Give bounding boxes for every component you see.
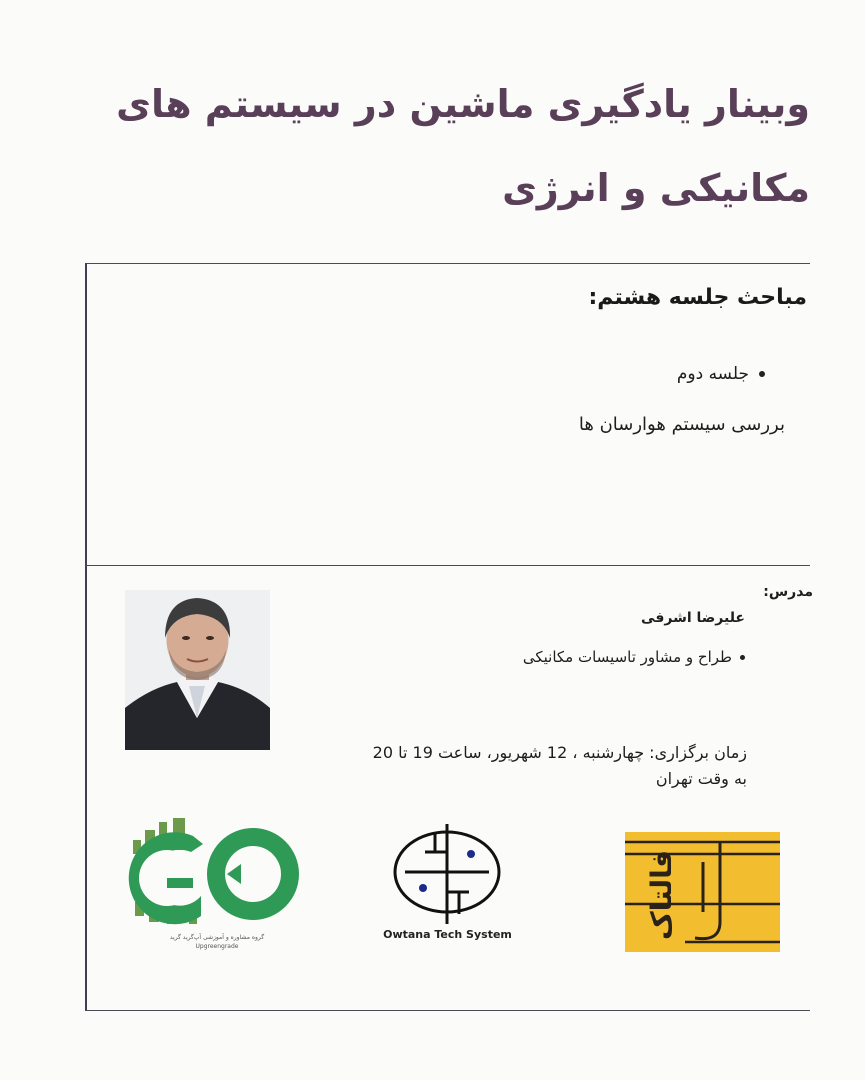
- session-topic: بررسی سیستم هوارسان ها: [578, 414, 785, 435]
- faltak-text: فالتاک: [645, 850, 678, 940]
- bullet-icon: [740, 655, 745, 660]
- instructor-name: علیرضا اشرفی: [641, 610, 745, 626]
- session-bullet-text: جلسه دوم: [676, 364, 749, 384]
- instructor-photo: [125, 590, 270, 750]
- owtana-logo: [365, 822, 530, 952]
- left-border: [85, 263, 87, 1010]
- schedule-line-1: زمان برگزاری: چهارشنبه ، 12 شهریور، ساعت 19 تا 20: [372, 743, 747, 762]
- bottom-divider: [85, 1010, 810, 1011]
- session-heading: مباحث جلسه هشتم:: [588, 285, 807, 310]
- schedule-text: [373, 740, 747, 792]
- instructor-role-text: طراح و مشاور تاسیسات مکانیکی: [522, 648, 732, 666]
- go-caption-en: Upgreengrade: [195, 943, 239, 950]
- schedule-line-2: به وقت تهران: [655, 769, 747, 788]
- owtana-name: Owtana Tech System: [383, 928, 512, 941]
- top-divider: [85, 263, 810, 264]
- session-bullet: [677, 364, 765, 384]
- bullet-icon: [759, 371, 765, 377]
- webinar-title: وبینار یادگیری ماشین در سیستم های مکانیکی و انرژی: [116, 82, 810, 210]
- faltak-logo: [625, 832, 780, 952]
- upgreengrade-logo: [123, 812, 303, 952]
- instructor-role: [523, 648, 745, 666]
- go-caption: گروه مشاوره و آموزشی آپ‌گرید گرید: [169, 934, 265, 941]
- middle-divider: [85, 565, 810, 566]
- instructor-label: مدرس:: [763, 584, 813, 600]
